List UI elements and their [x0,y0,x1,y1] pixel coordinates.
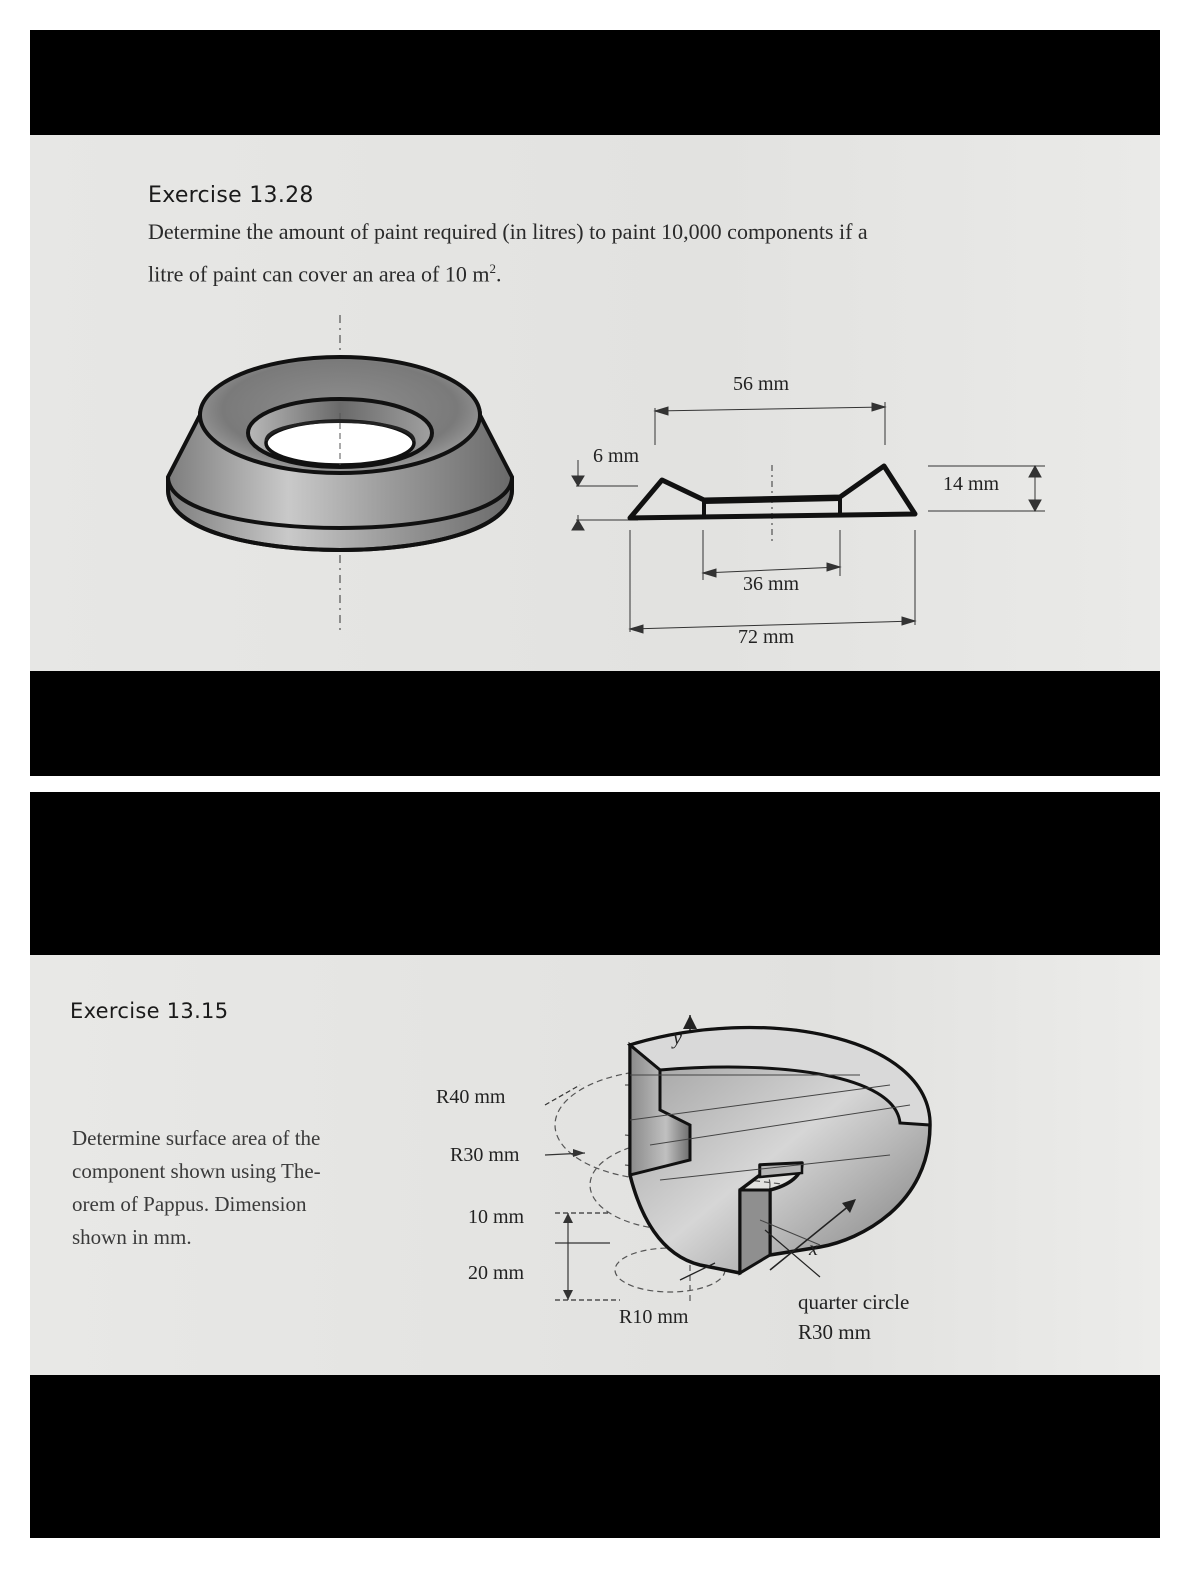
question-line-1: Determine the amount of paint required (in litres) to paint 10,000 components if a [148,219,868,244]
washer-cross-section [550,380,1070,670]
dim-56mm: 56 mm [733,373,790,395]
washer-3d-figure [150,315,550,675]
axis-y-label: y [673,1027,682,1049]
question-line-1: Determine surface area of the [72,1126,321,1150]
exercise-question [72,1122,321,1254]
dim-14mm: 14 mm [943,473,1000,495]
dim-72mm: 72 mm [738,626,795,648]
question-line-4: shown in mm. [72,1225,192,1249]
photo-panel-bottom [30,792,1160,1538]
textbook-page-bottom [30,955,1160,1375]
question-line-2: component shown using The- [72,1159,321,1183]
dim-6mm: 6 mm [593,445,640,467]
label-quarter-r30: R30 mm [798,1320,871,1344]
dim-36mm: 36 mm [743,573,800,595]
dimension-leaders [500,1065,620,1345]
axis-x-label: x [809,1238,818,1260]
label-r40: R40 mm [436,1086,506,1108]
textbook-page-top [30,135,1160,671]
label-r30: R30 mm [450,1144,520,1166]
exercise-title: Exercise 13.28 [148,183,314,208]
question-line-3: orem of Pappus. Dimension [72,1192,307,1216]
label-quarter-circle: quarter circle [798,1290,910,1314]
question-line-2: litre of paint can cover an area of 10 $m^2$. [148,261,502,287]
exercise-title: Exercise 13.15 [70,999,229,1023]
label-r10: R10 mm [619,1306,689,1328]
photo-panel-top [30,30,1160,776]
label-20mm: 20 mm [468,1262,525,1284]
label-10mm: 10 mm [468,1206,525,1228]
exercise-question [148,213,868,292]
